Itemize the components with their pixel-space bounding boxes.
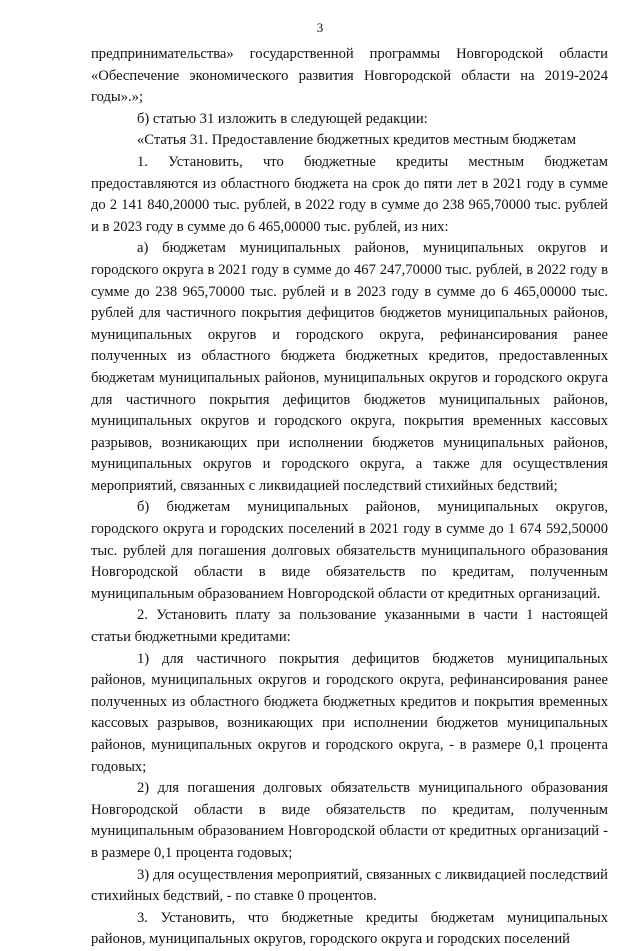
paragraph-part-3: 3. Установить, что бюджетные кредиты бюджетам муниципальных районов, муниципальных округов, городского округа и городских поселений [91,909,608,948]
paragraph-part-1-a: а) бюджетам муниципальных районов, муниципальных округов и городского округа в 2021 году в сумме до 467 247,70000 тыс. рублей, в 2022 году в сумме до 238 965,70000 тыс. рублей и в 2023 году в сумме до 6 465,00000 тыс. рублей для частичного покрытия дефицитов бюджетов муниципальных районов, муниципальных округов и городского округа, рефинансирования ранее полученных из областного бюджета бюджетных кредитов, предоставленных бюджетам муниципальных районов, муниципальных округов и городского округа для частичного покрытия дефицитов бюджетов муниципальных районов, муниципальных округов и городского округа, покрытия временных кассовых разрывов, возникающих при исполнении бюджетов муниципальных районов, муниципальных округов и городского округа, а также для осуществления мероприятий, связанных с ликвидацией последствий стихийных бедствий; [91,240,608,494]
paragraph-program-continuation: предпринимательства» государственной программы Новгородской области «Обеспечение экономического развития Новгородской области на 2019-2024 годы».»; [91,46,608,106]
paragraph-part-2: 2. Установить плату за пользование указанными в части 1 настоящей статьи бюджетными кредитами: [91,607,608,646]
page-number: 3 [316,20,324,35]
paragraph-part-2-item-2: 2) для погашения долговых обязательств муниципального образования Новгородской области в виде обязательств по кредитам, полученным муниципальным образованием Новгородской области от кредитных организаций - в размере 0,1 процента годовых; [91,780,608,861]
paragraph-part-1: 1. Установить, что бюджетные кредиты местным бюджетам предоставляются из областного бюджета на срок до пяти лет в 2021 году в сумме до 2 141 840,20000 тыс. рублей, в 2022 году в сумме до 238 965,70000 тыс. рублей и в 2023 году в сумме до 6 465,00000 тыс. рублей, из них: [91,153,608,235]
paragraph-part-2-item-3: 3) для осуществления мероприятий, связанных с ликвидацией последствий стихийных бедствий, - по ставке 0 процентов. [91,866,608,905]
paragraph-article-31-title: «Статья 31. Предоставление бюджетных кредитов местным бюджетам [137,132,577,149]
paragraph-part-2-item-1: 1) для частичного покрытия дефицитов бюджетов муниципальных районов, муниципальных округов и городского округа, рефинансирования ранее полученных из областного бюджета бюджетных кредитов и покрытия временных кассовых разрывов, возникающих при исполнении бюджетов муниципальных районов, муниципальных округов и городского округа, - в размере 0,1 процента годовых; [91,650,608,775]
document-body [91,44,608,951]
paragraph-item-b-amendment: б) статью 31 изложить в следующей редакции: [137,110,428,127]
paragraph-part-1-b: б) бюджетам муниципальных районов, муниципальных округов, городского округа и городских поселений в 2021 году в сумме до 1 674 592,50000 тыс. рублей для погашения долговых обязательств муниципального образования Новгородской области в виде обязательств по кредитам, полученным муниципальным образованием Новгородской области от кредитных организаций. [91,499,608,602]
